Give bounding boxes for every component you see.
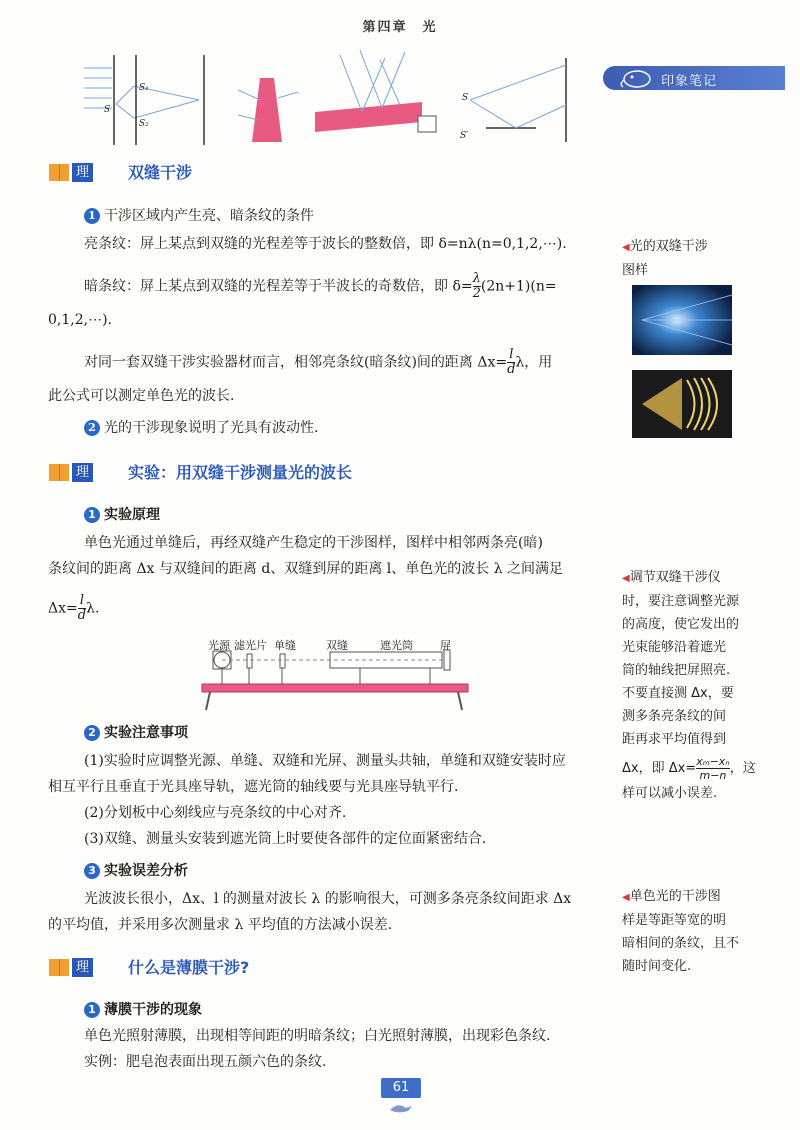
thin-film-figure bbox=[310, 50, 440, 150]
s-label: S bbox=[104, 105, 111, 115]
number-badge: 2 bbox=[84, 725, 100, 741]
wave-nature-body: 光的干涉现象说明了光具有波动性. bbox=[104, 420, 319, 436]
fraction-lambda-over-2 bbox=[473, 272, 481, 301]
error-line-1: 光波波长很小，Δx、l 的测量对波长 λ 的影响很大，可测多条亮条纹间距求 Δx bbox=[84, 891, 572, 907]
precaution-1a: (1)实验时应调整光源、单缝、双缝和光屏、测量头共轴，单缝和双缝安装时应 bbox=[84, 753, 566, 769]
precaution-1b: 相互平行且垂直于光具座导轨，遮光筒的轴线要与光具座导轨平行. bbox=[48, 779, 459, 795]
note-line: 样是等距等宽的明 bbox=[622, 913, 727, 928]
subhead-text: 干涉区域内产生亮、暗条纹的条件 bbox=[104, 208, 314, 224]
precaution-3: (3)双缝、测量头安装到遮光筒上时要使各部件的定位面紧密结合. bbox=[84, 831, 487, 847]
subhead-text: 实验原理 bbox=[104, 507, 160, 523]
dark-fringe-b: (2n+1)(n= bbox=[480, 278, 557, 295]
subhead-text: 实验误差分析 bbox=[104, 863, 188, 879]
note-formula-a: Δx，即 Δx= bbox=[622, 761, 697, 776]
label-filter: 滤光片 bbox=[234, 639, 267, 652]
sidebar-note-3 bbox=[622, 885, 739, 978]
triangle-icon: ◀ bbox=[622, 892, 630, 903]
frac-num: xₘ−xₙ bbox=[696, 755, 730, 768]
number-badge: 1 bbox=[84, 1002, 100, 1018]
subhead-thin-film bbox=[84, 1000, 202, 1020]
triangle-icon: ◀ bbox=[622, 242, 630, 253]
section-title: 实验：用双缝干涉测量光的波长 bbox=[128, 463, 353, 482]
thin-film-line-2: 实例：肥皂泡表面出现五颜六色的条纹. bbox=[84, 1054, 327, 1070]
book-icon bbox=[48, 958, 70, 977]
frac-den: d bbox=[77, 608, 87, 623]
frac-den: 2 bbox=[472, 286, 481, 301]
note-line: 随时间变化. bbox=[622, 959, 692, 974]
dark-fringe-text bbox=[84, 272, 557, 301]
screen bbox=[444, 650, 450, 670]
frac-num: λ bbox=[472, 271, 481, 286]
principle-line-2: 条纹间的距离 Δx 与双缝间的距离 d、双缝到屏的距离 l、单色光的波长 λ 之间满足 bbox=[48, 561, 564, 577]
section-title: 什么是薄膜干涉? bbox=[128, 958, 250, 977]
note-line: 不要直接测 Δx，要 bbox=[622, 686, 734, 701]
label-light-source: 光源 bbox=[208, 639, 230, 652]
label-single-slit: 单缝 bbox=[274, 639, 296, 652]
spacing-b: λ，用 bbox=[515, 354, 553, 371]
error-line-2: 的平均值，并采用多次测量求 λ 平均值的方法减小误差. bbox=[48, 917, 393, 933]
s2-label: S₂ bbox=[139, 119, 149, 129]
book-icon bbox=[48, 163, 70, 182]
number-badge: 3 bbox=[84, 863, 100, 879]
bright-fringe-text: 亮条纹：屏上某点到双缝的光程差等于波长的整数倍，即 δ=nλ(n=0,1,2,⋯). bbox=[84, 236, 567, 252]
precaution-2: (2)分划板中心刻线应与亮条纹的中心对齐. bbox=[84, 805, 347, 821]
note-line: 光束能够沿着遮光 bbox=[622, 640, 727, 655]
label-double-slit: 双缝 bbox=[326, 639, 348, 652]
subhead-principle bbox=[84, 505, 160, 525]
spacing-a: 对同一套双缝干涉实验器材而言，相邻亮条纹(暗条纹)间的距离 Δx= bbox=[84, 354, 508, 371]
lloyd-mirror-figure bbox=[456, 50, 576, 150]
note-line: 光的双缝干涉 bbox=[629, 239, 708, 254]
note-line: 暗相间的条纹，且不 bbox=[622, 936, 740, 951]
frac-num: l bbox=[509, 347, 514, 362]
page-number: 61 bbox=[381, 1078, 421, 1098]
wedge-figure bbox=[238, 50, 298, 150]
note-formula-b: ，这 bbox=[729, 761, 756, 776]
label-screen: 屏 bbox=[440, 639, 451, 652]
interference-pattern-photo bbox=[632, 370, 732, 438]
notes-tab-label: 印象笔记 bbox=[661, 74, 718, 89]
note-line: 样可以减小误差. bbox=[622, 786, 718, 801]
note-formula bbox=[622, 755, 756, 782]
fringe-spacing-cont: 此公式可以测定单色光的波长. bbox=[48, 388, 235, 404]
frac-den: m−n bbox=[696, 768, 729, 782]
s-source-label: S bbox=[462, 93, 469, 103]
number-badge: 1 bbox=[84, 507, 100, 523]
note-line: 距再求平均值得到 bbox=[622, 732, 727, 747]
note-line: 图样 bbox=[622, 263, 649, 278]
frac-num: l bbox=[79, 593, 84, 608]
section-box-label: 理解4 bbox=[72, 958, 93, 977]
note-line: 时，要注意调整光源 bbox=[622, 594, 740, 609]
sidebar-note-2 bbox=[622, 566, 756, 805]
book-icon bbox=[48, 463, 70, 482]
dark-fringe-cont: 0,1,2,⋯). bbox=[48, 312, 112, 328]
formula-b: λ. bbox=[86, 600, 100, 617]
number-badge: 2 bbox=[84, 420, 100, 436]
note-line: 的高度，使它发出的 bbox=[622, 617, 740, 632]
note-line: 单色光的干涉图 bbox=[629, 889, 721, 904]
double-slit-photo bbox=[632, 285, 732, 355]
bird-icon bbox=[388, 1102, 414, 1114]
single-slit bbox=[280, 654, 285, 668]
dark-fringe-a: 暗条纹：屏上某点到双缝的光程差等于半波长的奇数倍，即 δ= bbox=[84, 278, 473, 295]
principle-line-1: 单色光通过单缝后，再经双缝产生稳定的干涉图样，图样中相邻两条亮(暗) bbox=[84, 535, 543, 551]
principle-formula bbox=[48, 594, 99, 623]
optical-bench bbox=[202, 684, 468, 692]
section-title: 双缝干涉 bbox=[128, 163, 193, 182]
subhead-precautions bbox=[84, 723, 188, 743]
subhead-text: 薄膜干涉的现象 bbox=[104, 1002, 202, 1018]
section-box-label: 理解2 bbox=[72, 163, 93, 182]
label-shade-tube: 遮光筒 bbox=[380, 639, 413, 652]
subhead-text: 实验注意事项 bbox=[104, 725, 188, 741]
elephant-icon bbox=[619, 68, 655, 88]
number-badge: 1 bbox=[84, 208, 100, 224]
thin-film-line-1: 单色光照射薄膜，出现相等间距的明暗条纹；白光照射薄膜，出现彩色条纹. bbox=[84, 1028, 551, 1044]
s1-label: S₁ bbox=[139, 83, 149, 93]
section-box-label: 理解3 bbox=[72, 463, 93, 482]
formula-a: Δx= bbox=[48, 600, 78, 617]
subhead-error-analysis bbox=[84, 861, 188, 881]
filter bbox=[247, 654, 252, 668]
notes-tab[interactable] bbox=[603, 66, 785, 90]
double-slit-figure bbox=[84, 50, 214, 150]
subhead-interference-condition bbox=[84, 206, 314, 226]
sidebar-note-1 bbox=[622, 235, 708, 282]
s-prime-label: S′ bbox=[460, 131, 469, 141]
fraction-xm-xn bbox=[696, 755, 729, 782]
note-line: 测多条亮条纹的间 bbox=[622, 709, 727, 724]
wave-nature-text bbox=[84, 418, 318, 438]
fringe-spacing-text bbox=[84, 348, 552, 377]
note-line: 调节双缝干涉仪 bbox=[629, 570, 721, 585]
fraction-l-over-d bbox=[78, 594, 86, 623]
chapter-header: 第四章 光 bbox=[362, 20, 438, 35]
triangle-icon: ◀ bbox=[622, 573, 630, 584]
note-line: 筒的轴线把屏照亮. bbox=[622, 663, 731, 678]
frac-den: d bbox=[507, 362, 516, 377]
